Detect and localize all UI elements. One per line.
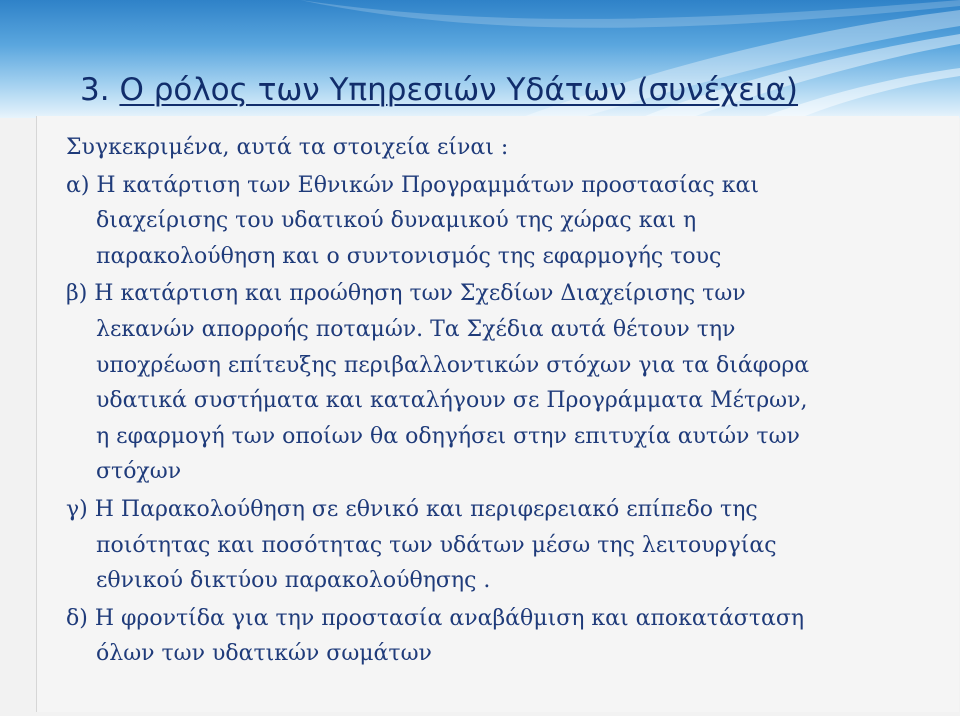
page-title [80,66,798,114]
intro-line: Συγκεκριμένα, αυτά τα στοιχεία είναι : [66,135,509,160]
item-d-line-1: δ) Η φροντίδα για την προστασία αναβάθμιση και αποκατάσταση [66,605,805,631]
item-c-line-3: εθνικού δικτύου παρακολούθησης . [96,568,491,594]
header-banner [0,0,960,118]
item-a-line-2: διαχείρισης του υδατικού δυναμικού της χώρας και η [96,208,697,234]
body-text [66,130,926,672]
item-b-line-6: στόχων [96,459,182,485]
item-b-line-5: η εφαρμογή των οποίων θα οδηγήσει στην επιτυχία αυτών των [96,423,800,449]
item-d-line-2: όλων των υδατικών σωμάτων [96,641,432,667]
item-b-line-3: υποχρέωση επίτευξης περιβαλλοντικών στόχων για τα διάφορα [96,352,810,378]
item-a-line-3: παρακολούθηση και ο συντονισμός της εφαρμογής τους [96,243,722,269]
item-c-line-2: ποιότητας και ποσότητας των υδάτων μέσω της λειτουργίας [96,532,777,558]
title-text: Ο ρόλος των Υπηρεσιών Υδάτων (συνέχεια) [119,72,799,108]
title-number: 3. [80,72,110,108]
item-b-line-2: λεκανών απορροής ποταμών. Τα Σχέδια αυτά θέτουν την [96,316,736,342]
item-a-line-1: α) Η κατάρτιση των Εθνικών Προγραμμάτων προστασίας και [66,172,759,198]
item-b-line-1: β) Η κατάρτιση και προώθηση των Σχεδίων Διαχείρισης των [66,281,746,307]
item-c-line-1: γ) Η Παρακολούθηση σε εθνικό και περιφερειακό επίπεδο της [66,496,758,522]
item-b-line-4: υδατικά συστήματα και καταλήγουν σε Προγράμματα Μέτρων, [96,388,808,414]
